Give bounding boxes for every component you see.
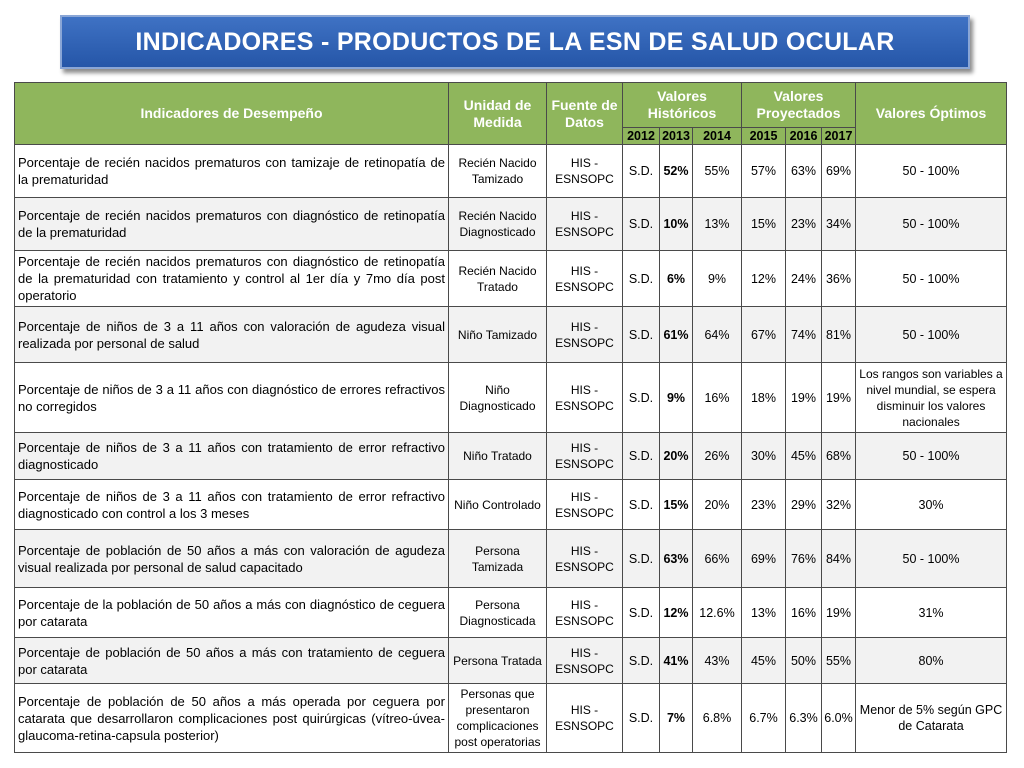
year-2014: 2014	[693, 128, 742, 145]
source-cell: HIS - ESNSOPC	[547, 684, 623, 753]
source-cell: HIS - ESNSOPC	[547, 363, 623, 433]
value-2014: 43%	[693, 638, 742, 684]
indicator-cell: Porcentaje de niños de 3 a 11 años con tratamiento de error refractivo diagnosticado	[15, 433, 449, 480]
source-cell: HIS - ESNSOPC	[547, 251, 623, 307]
value-2014: 26%	[693, 433, 742, 480]
value-2012: S.D.	[623, 480, 660, 530]
value-2013: 15%	[660, 480, 693, 530]
value-2016: 45%	[786, 433, 822, 480]
indicator-cell: Porcentaje de niños de 3 a 11 años con tratamiento de error refractivo diagnosticado con control a los 3 meses	[15, 480, 449, 530]
value-2014: 9%	[693, 251, 742, 307]
optimal-cell: Los rangos son variables a nivel mundial, se espera disminuir los valores nacionales	[856, 363, 1007, 433]
optimal-cell: 50 - 100%	[856, 530, 1007, 588]
header-source: Fuente de Datos	[547, 83, 623, 145]
optimal-cell: 50 - 100%	[856, 198, 1007, 251]
unit-cell: Niño Tratado	[449, 433, 547, 480]
unit-cell: Recién Nacido Tratado	[449, 251, 547, 307]
value-2015: 13%	[742, 588, 786, 638]
value-2017: 55%	[822, 638, 856, 684]
header-projected: Valores Proyectados	[742, 83, 856, 128]
value-2017: 19%	[822, 588, 856, 638]
value-2015: 12%	[742, 251, 786, 307]
unit-cell: Persona Diagnosticada	[449, 588, 547, 638]
header-optimal: Valores Óptimos	[856, 83, 1007, 145]
indicators-table	[14, 82, 1007, 753]
table-row	[15, 480, 1007, 530]
header-indicator: Indicadores de Desempeño	[15, 83, 449, 145]
value-2016: 63%	[786, 145, 822, 198]
value-2017: 68%	[822, 433, 856, 480]
unit-cell: Personas que presentaron complicaciones post operatorias	[449, 684, 547, 753]
value-2015: 23%	[742, 480, 786, 530]
table-row	[15, 363, 1007, 433]
unit-cell: Recién Nacido Diagnosticado	[449, 198, 547, 251]
source-cell: HIS - ESNSOPC	[547, 530, 623, 588]
table-row	[15, 684, 1007, 753]
value-2016: 23%	[786, 198, 822, 251]
indicator-cell: Porcentaje de la población de 50 años a más con diagnóstico de ceguera por catarata	[15, 588, 449, 638]
optimal-cell: 50 - 100%	[856, 251, 1007, 307]
value-2014: 13%	[693, 198, 742, 251]
value-2015: 15%	[742, 198, 786, 251]
source-cell: HIS - ESNSOPC	[547, 198, 623, 251]
value-2016: 76%	[786, 530, 822, 588]
value-2013: 20%	[660, 433, 693, 480]
table-row	[15, 251, 1007, 307]
value-2017: 84%	[822, 530, 856, 588]
value-2012: S.D.	[623, 684, 660, 753]
value-2013: 52%	[660, 145, 693, 198]
optimal-cell: Menor de 5% según GPC de Catarata	[856, 684, 1007, 753]
optimal-cell: 50 - 100%	[856, 433, 1007, 480]
value-2015: 18%	[742, 363, 786, 433]
value-2014: 16%	[693, 363, 742, 433]
source-cell: HIS - ESNSOPC	[547, 145, 623, 198]
unit-cell: Persona Tamizada	[449, 530, 547, 588]
value-2016: 74%	[786, 307, 822, 363]
indicator-cell: Porcentaje de recién nacidos prematuros con diagnóstico de retinopatía de la prematuridad con tratamiento y control al 1er día y 7mo día post operatorio	[15, 251, 449, 307]
table-row	[15, 198, 1007, 251]
unit-cell: Niño Diagnosticado	[449, 363, 547, 433]
unit-cell: Persona Tratada	[449, 638, 547, 684]
indicator-cell: Porcentaje de recién nacidos prematuros con diagnóstico de retinopatía de la prematuridad	[15, 198, 449, 251]
value-2014: 12.6%	[693, 588, 742, 638]
table-row	[15, 588, 1007, 638]
value-2017: 69%	[822, 145, 856, 198]
value-2014: 20%	[693, 480, 742, 530]
unit-cell: Recién Nacido Tamizado	[449, 145, 547, 198]
value-2012: S.D.	[623, 145, 660, 198]
value-2015: 57%	[742, 145, 786, 198]
value-2016: 50%	[786, 638, 822, 684]
indicator-cell: Porcentaje de recién nacidos prematuros con tamizaje de retinopatía de la prematuridad	[15, 145, 449, 198]
table-row	[15, 307, 1007, 363]
optimal-cell: 31%	[856, 588, 1007, 638]
year-2012: 2012	[623, 128, 660, 145]
value-2016: 19%	[786, 363, 822, 433]
value-2014: 55%	[693, 145, 742, 198]
value-2013: 12%	[660, 588, 693, 638]
value-2016: 24%	[786, 251, 822, 307]
optimal-cell: 50 - 100%	[856, 307, 1007, 363]
table-row	[15, 530, 1007, 588]
value-2012: S.D.	[623, 198, 660, 251]
value-2015: 30%	[742, 433, 786, 480]
value-2014: 6.8%	[693, 684, 742, 753]
page-title: INDICADORES - PRODUCTOS DE LA ESN DE SALUD OCULAR	[135, 27, 895, 56]
header-historical: Valores Históricos	[623, 83, 742, 128]
source-cell: HIS - ESNSOPC	[547, 307, 623, 363]
value-2013: 61%	[660, 307, 693, 363]
value-2013: 7%	[660, 684, 693, 753]
title-banner	[60, 15, 970, 69]
year-2017: 2017	[822, 128, 856, 145]
unit-cell: Niño Tamizado	[449, 307, 547, 363]
value-2015: 6.7%	[742, 684, 786, 753]
value-2013: 63%	[660, 530, 693, 588]
value-2012: S.D.	[623, 363, 660, 433]
optimal-cell: 30%	[856, 480, 1007, 530]
indicator-cell: Porcentaje de población de 50 años a más con valoración de agudeza visual realizada por personal de salud capacitado	[15, 530, 449, 588]
value-2016: 29%	[786, 480, 822, 530]
source-cell: HIS - ESNSOPC	[547, 638, 623, 684]
value-2012: S.D.	[623, 307, 660, 363]
indicator-cell: Porcentaje de niños de 3 a 11 años con diagnóstico de errores refractivos no corregidos	[15, 363, 449, 433]
value-2014: 66%	[693, 530, 742, 588]
source-cell: HIS - ESNSOPC	[547, 433, 623, 480]
unit-cell: Niño Controlado	[449, 480, 547, 530]
table-row	[15, 638, 1007, 684]
year-2015: 2015	[742, 128, 786, 145]
value-2013: 9%	[660, 363, 693, 433]
optimal-cell: 50 - 100%	[856, 145, 1007, 198]
value-2017: 81%	[822, 307, 856, 363]
indicator-cell: Porcentaje de niños de 3 a 11 años con valoración de agudeza visual realizada por personal de salud	[15, 307, 449, 363]
value-2016: 16%	[786, 588, 822, 638]
value-2012: S.D.	[623, 251, 660, 307]
value-2012: S.D.	[623, 433, 660, 480]
year-2013: 2013	[660, 128, 693, 145]
value-2012: S.D.	[623, 588, 660, 638]
value-2017: 36%	[822, 251, 856, 307]
value-2017: 32%	[822, 480, 856, 530]
indicator-cell: Porcentaje de población de 50 años a más con tratamiento de ceguera por catarata	[15, 638, 449, 684]
indicator-cell: Porcentaje de población de 50 años a más operada por ceguera por catarata que desarrollaron complicaciones post quirúrgicas (vítreo-úvea-glaucoma-retina-capsula posterior)	[15, 684, 449, 753]
value-2015: 45%	[742, 638, 786, 684]
header-unit: Unidad de Medida	[449, 83, 547, 145]
table-row	[15, 433, 1007, 480]
value-2017: 34%	[822, 198, 856, 251]
value-2015: 69%	[742, 530, 786, 588]
source-cell: HIS - ESNSOPC	[547, 480, 623, 530]
optimal-cell: 80%	[856, 638, 1007, 684]
value-2014: 64%	[693, 307, 742, 363]
value-2017: 6.0%	[822, 684, 856, 753]
value-2012: S.D.	[623, 638, 660, 684]
value-2016: 6.3%	[786, 684, 822, 753]
source-cell: HIS - ESNSOPC	[547, 588, 623, 638]
value-2013: 41%	[660, 638, 693, 684]
value-2015: 67%	[742, 307, 786, 363]
value-2013: 10%	[660, 198, 693, 251]
value-2013: 6%	[660, 251, 693, 307]
value-2017: 19%	[822, 363, 856, 433]
value-2012: S.D.	[623, 530, 660, 588]
year-2016: 2016	[786, 128, 822, 145]
table-row	[15, 145, 1007, 198]
